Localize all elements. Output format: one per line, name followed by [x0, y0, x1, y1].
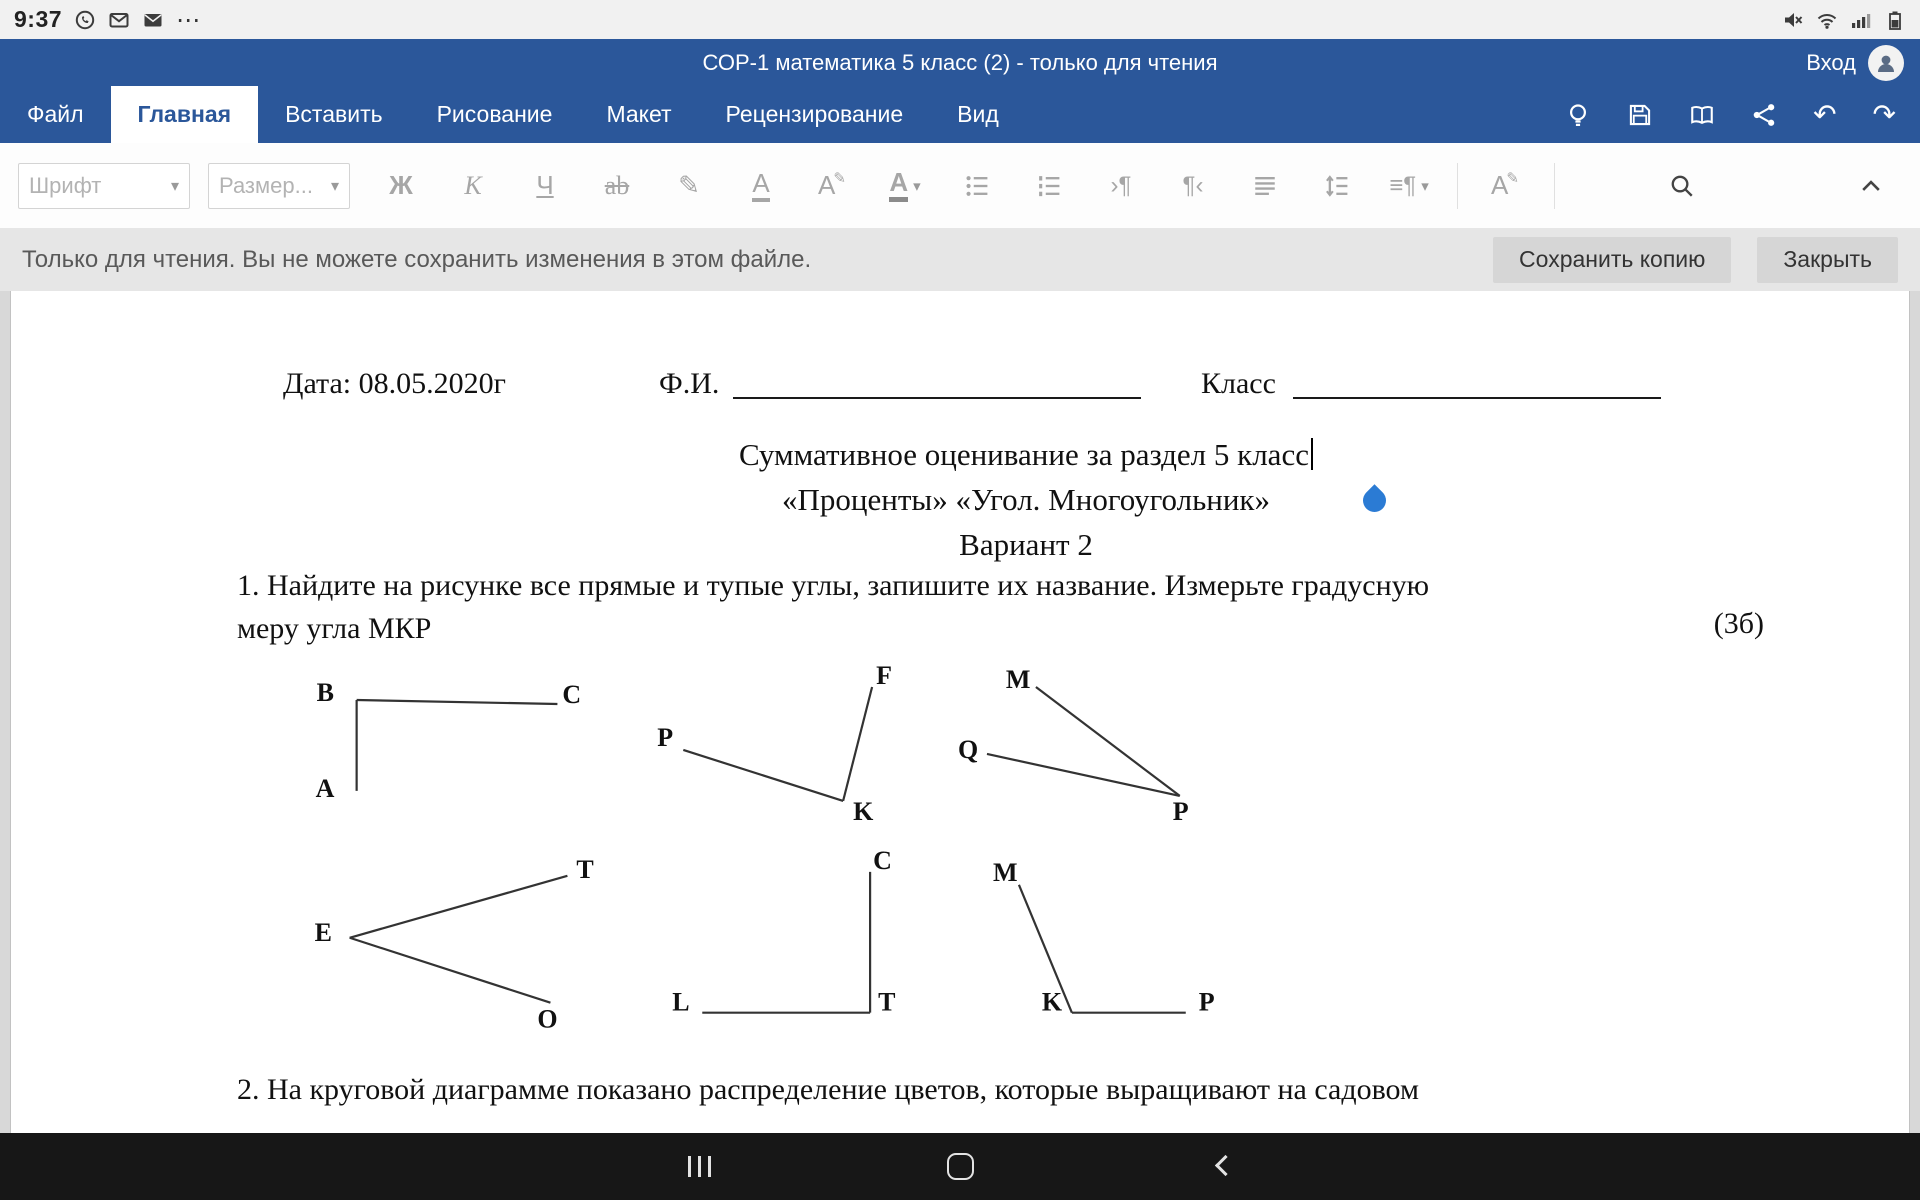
- font-color-swatch-icon: А: [889, 169, 908, 202]
- small-pen-icon: ✎: [833, 168, 846, 187]
- text-effects-icon: А: [818, 170, 836, 200]
- fig1-label-a: A: [315, 773, 335, 803]
- fig2-label-f: F: [876, 661, 892, 691]
- angle-figures: [11, 291, 1909, 1133]
- banner-actions: [1493, 237, 1898, 283]
- status-left: [14, 6, 202, 33]
- small-pen-icon: ✎: [1506, 168, 1519, 187]
- figure-6: [993, 858, 1215, 1017]
- figure-1: [316, 678, 582, 803]
- chevron-down-icon: ▾: [330, 176, 339, 195]
- bullets-button[interactable]: [954, 160, 1000, 212]
- italic-button[interactable]: К: [450, 160, 496, 212]
- readonly-banner: [0, 228, 1920, 291]
- android-status-bar: [0, 0, 1920, 39]
- task1-points: (3б): [1713, 607, 1764, 640]
- search-button[interactable]: [1659, 160, 1705, 212]
- heading-line-1-text: Суммативное оценивание за раздел 5 класс: [739, 437, 1309, 472]
- font-name-select[interactable]: [18, 163, 190, 209]
- fig5-label-t: T: [878, 987, 896, 1017]
- heading-line-3: Вариант 2: [959, 527, 1093, 562]
- chevron-down-icon: ▾: [1421, 176, 1429, 195]
- save-icon[interactable]: [1627, 102, 1653, 128]
- font-color-dropdown-button[interactable]: [882, 160, 928, 212]
- gmail-notification-icon: [108, 9, 130, 31]
- increase-indent-button[interactable]: [1098, 160, 1144, 212]
- paragraph-marks-button[interactable]: [1386, 160, 1432, 212]
- fig5-label-c: C: [873, 845, 892, 875]
- underline-button[interactable]: Ч: [522, 160, 568, 212]
- fig2-label-k: K: [853, 796, 874, 826]
- readonly-message: Только для чтения. Вы не можете сохранить изменения в этом файле.: [22, 245, 812, 273]
- read-mode-book-icon[interactable]: [1689, 102, 1715, 128]
- fig1-label-c: C: [562, 680, 582, 710]
- decrease-indent-button[interactable]: [1170, 160, 1216, 212]
- line-spacing-button[interactable]: [1314, 160, 1360, 212]
- tab-review[interactable]: Рецензирование: [725, 101, 904, 127]
- tab-file[interactable]: Файл: [27, 101, 84, 127]
- task1-line-1: 1. Найдите на рисунке все прямые и тупые углы, запишите их название. Измерьте градусную: [237, 569, 1430, 602]
- outdent-icon: ¶‹: [1182, 171, 1204, 199]
- tab-view[interactable]: Вид: [957, 101, 999, 127]
- align-justify-icon: [1252, 173, 1278, 199]
- undo-icon[interactable]: ↶: [1813, 97, 1837, 131]
- fig6-label-m: M: [992, 857, 1018, 887]
- tab-insert[interactable]: Вставить: [285, 101, 383, 127]
- toolbar-separator: [1554, 163, 1555, 209]
- font-size-select[interactable]: [208, 163, 350, 209]
- strikethrough-button[interactable]: ab: [594, 160, 640, 212]
- figure-5: [672, 846, 895, 1017]
- text-effects-button[interactable]: [810, 160, 856, 212]
- ribbon-quick-actions: [1565, 86, 1896, 143]
- android-nav-bar: [0, 1133, 1920, 1200]
- heading-line-2: «Проценты» «Угол. Многоугольник»: [782, 482, 1270, 517]
- figure-3: [958, 665, 1189, 826]
- name-label: Ф.И.: [659, 367, 720, 400]
- font-color-icon: А: [752, 170, 769, 202]
- numbered-list-icon: [1036, 173, 1062, 199]
- date-text: Дата: 08.05.2020г: [283, 367, 506, 400]
- chevron-up-icon: [1858, 173, 1884, 199]
- class-label: Класс: [1201, 367, 1276, 400]
- font-size-value: Размер...: [219, 172, 313, 198]
- formatting-toolbar: [0, 143, 1920, 228]
- person-icon: [1874, 51, 1898, 75]
- chevron-down-icon: ▾: [913, 176, 921, 195]
- line-spacing-icon: [1324, 173, 1350, 199]
- back-button[interactable]: [1215, 1155, 1236, 1176]
- figure-2: [657, 661, 892, 826]
- paragraph-marks-icon: ≡¶: [1389, 171, 1417, 199]
- bold-button[interactable]: Ж: [378, 160, 424, 212]
- search-icon: [1669, 173, 1695, 199]
- account-avatar[interactable]: [1868, 45, 1904, 81]
- sign-in-label[interactable]: Вход: [1806, 49, 1856, 75]
- highlight-button[interactable]: [666, 160, 712, 212]
- ribbon-tab-row: [0, 86, 1920, 143]
- fig3-label-m: M: [1005, 665, 1031, 695]
- close-button[interactable]: Закрыть: [1757, 237, 1898, 283]
- task1-line-2: меру угла МКР: [237, 612, 432, 645]
- signal-icon: [1850, 9, 1872, 31]
- fig4-label-t: T: [576, 854, 594, 884]
- document-area: [0, 291, 1920, 1133]
- fig3-label-p: P: [1172, 796, 1189, 826]
- email-notification-icon: [142, 9, 164, 31]
- sign-in-area[interactable]: [1806, 45, 1904, 81]
- fig1-label-b: B: [316, 678, 335, 708]
- bulleted-list-icon: [964, 173, 990, 199]
- fig6-label-p: P: [1198, 987, 1215, 1017]
- share-icon[interactable]: [1751, 102, 1777, 128]
- recents-button[interactable]: [688, 1156, 711, 1177]
- highlighter-pen-icon: ✎: [678, 170, 700, 201]
- fig4-label-o: O: [537, 1004, 558, 1034]
- toolbar-separator: [1457, 163, 1458, 209]
- document-title: СОР-1 математика 5 класс (2) - только для чтения: [702, 49, 1218, 75]
- styles-letter-icon: А: [1491, 170, 1509, 200]
- tab-layout[interactable]: Макет: [606, 101, 672, 127]
- tab-home[interactable]: Главная: [111, 86, 259, 143]
- home-button[interactable]: [947, 1153, 974, 1180]
- redo-icon[interactable]: ↷: [1872, 97, 1896, 131]
- font-name-value: Шрифт: [29, 172, 102, 198]
- fig3-label-q: Q: [958, 734, 979, 764]
- indent-icon: ›¶: [1110, 171, 1132, 199]
- font-color-button[interactable]: [738, 160, 784, 212]
- chevron-down-icon: ▾: [170, 176, 179, 195]
- more-notifications-icon: ⋯: [176, 5, 203, 34]
- numbering-button[interactable]: [1026, 160, 1072, 212]
- app-title-bar: [0, 39, 1920, 86]
- save-copy-button[interactable]: Сохранить копию: [1493, 237, 1731, 283]
- styles-button[interactable]: [1483, 160, 1529, 212]
- document-page[interactable]: [10, 291, 1910, 1133]
- fig2-label-p: P: [657, 722, 674, 752]
- task2-text: 2. На круговой диаграмме показано распределение цветов, которые выращивают на садовом: [237, 1073, 1419, 1106]
- alignment-button[interactable]: [1242, 160, 1288, 212]
- collapse-ribbon-button[interactable]: [1848, 160, 1894, 212]
- mute-icon: [1782, 9, 1804, 31]
- fig5-label-l: L: [672, 987, 690, 1017]
- wifi-icon: [1816, 9, 1838, 31]
- status-right: [1782, 9, 1906, 31]
- tab-draw[interactable]: Рисование: [436, 101, 553, 127]
- fig4-label-e: E: [314, 917, 333, 947]
- clock: 9:37: [14, 6, 63, 32]
- battery-icon: [1884, 9, 1906, 31]
- whatsapp-notification-icon: [74, 9, 96, 31]
- tell-me-lightbulb-icon[interactable]: [1565, 102, 1591, 128]
- fig6-label-k: K: [1041, 987, 1063, 1017]
- figure-4: [315, 855, 594, 1034]
